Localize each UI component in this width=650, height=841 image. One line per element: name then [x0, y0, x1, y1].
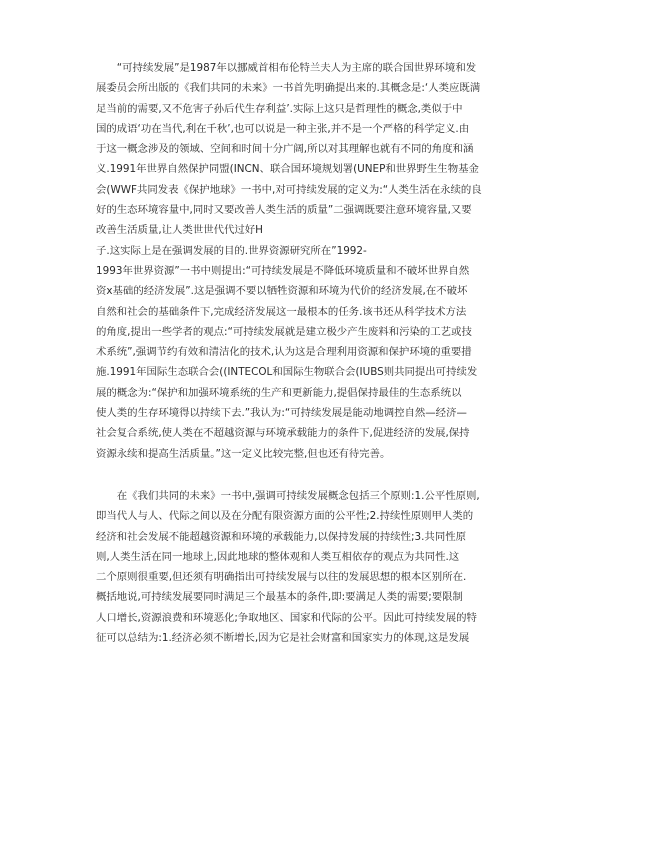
text-line: 展的概念为:“保护和加强环境系统的生产和更新能力,提倡保持最佳的生态系统以 — [96, 386, 462, 399]
text-line: 于这一概念涉及的领域、空间和时间十分广阔,所以对其理解也就有不同的角度和涵 — [96, 143, 474, 156]
text-line: 足当前的需要,又不危害子孙后代生存利益’.实际上这只是哲理性的概念,类似于中 — [96, 102, 463, 115]
text-line: 展委员会所出版的《我们共同的未来》一书首先明确提出来的.其概念是:‘人类应既满 — [96, 82, 481, 95]
text-line: 经济和社会发展不能超越资源和环境的承载能力,以保持发展的持续性;3.共同性原 — [96, 530, 466, 543]
paragraph-gap — [96, 464, 556, 486]
text-line: 社会复合系统,使人类在不超越资源与环境承载能力的条件下,促进经济的发展,保持 — [96, 427, 470, 440]
text-line: 会(WWF共同发表《保护地球》一书中,对可持续发展的定义为:“人类生活在永续的良 — [96, 183, 482, 196]
text-line: 人口增长,资源浪费和环境恶化;争取地区、国家和代际的公平。因此可持续发展的特 — [96, 611, 477, 624]
text-line: 资x基础的经济发展”.这是强调不要以牺牲资源和环境为代价的经济发展,在不破坏 — [96, 285, 468, 298]
text-line: 二个原则很重要,但还须有明确指出可持续发展与以往的发展思想的根本区别所在. — [96, 571, 467, 584]
text-line: 好的生态环境容量中,同时又要改善人类生活的质量”二强调既要注意环境容量,又要 — [96, 204, 472, 217]
text-line: 1993年世界资源”一书中则提出:“可持续发展是不降低环境质量和不破坏世界自然 — [96, 264, 470, 277]
text-line: 概括地说,可持续发展要同时满足三个最基本的条件,即:要满足人类的需要;要限制 — [96, 591, 463, 604]
text-line: 使人类的生存环境得以持续下去.”我认为:“可持续发展是能动地调控自然—经济— — [96, 407, 467, 420]
text-line: 的角度,提出一些学者的观点:“可持续发展就是建立极少产生废料和污染的工艺或技 — [96, 325, 472, 338]
text-line: 资源永续和提高生活质量。”这一定义比较完整,但也还有待完善。 — [96, 447, 391, 460]
text-line: “可持续发展”是1987年以挪威首相布伦特兰夫人为主席的联合国世界环境和发 — [96, 62, 477, 74]
text-line: 在《我们共同的未来》一书中,强调可持续发展概念包括三个原则:1.公平性原则, — [96, 489, 480, 502]
paragraph-1 — [96, 58, 556, 464]
text-line: 则,人类生活在同一地球上,因此地球的整体观和人类互相依存的观点为共同性.这 — [96, 550, 460, 563]
text-line: 子.这实际上是在强调发展的目的.世界资源研究所在”1992- — [96, 244, 367, 257]
document-body — [96, 58, 556, 648]
text-line: 国的成语‘功在当代,利在千秋’,也可以说是一种主张,并不是一个严格的科学定义.由 — [96, 122, 470, 135]
text-line: 自然和社会的基础条件下,完成经济发展这一最根本的任务.该书还从科学技术方法 — [96, 305, 467, 318]
text-line: 即当代人与人、代际之间以及在分配有限资源方面的公平性;2.持续性原则甲人类的 — [96, 510, 474, 523]
text-line: 术系统”,强调节约有效和清洁化的技术,认为这是合理利用资源和保护环境的重要措 — [96, 346, 472, 359]
text-line: 施.1991年国际生态联合会((INTECOL和国际生物联合会(IUBS则共同提出可持续发 — [96, 366, 478, 379]
text-line: 征可以总结为:1.经济必须不断增长,因为它是社会财富和国家实力的体现,这是发展 — [96, 632, 470, 645]
paragraph-2 — [96, 486, 556, 648]
text-line: 改善生活质量,让人类世世代代过好H — [96, 224, 263, 237]
text-line: 义.1991年世界自然保护同盟(INCN、联合国环境规划署(UNEP和世界野生生物基金 — [96, 163, 479, 176]
